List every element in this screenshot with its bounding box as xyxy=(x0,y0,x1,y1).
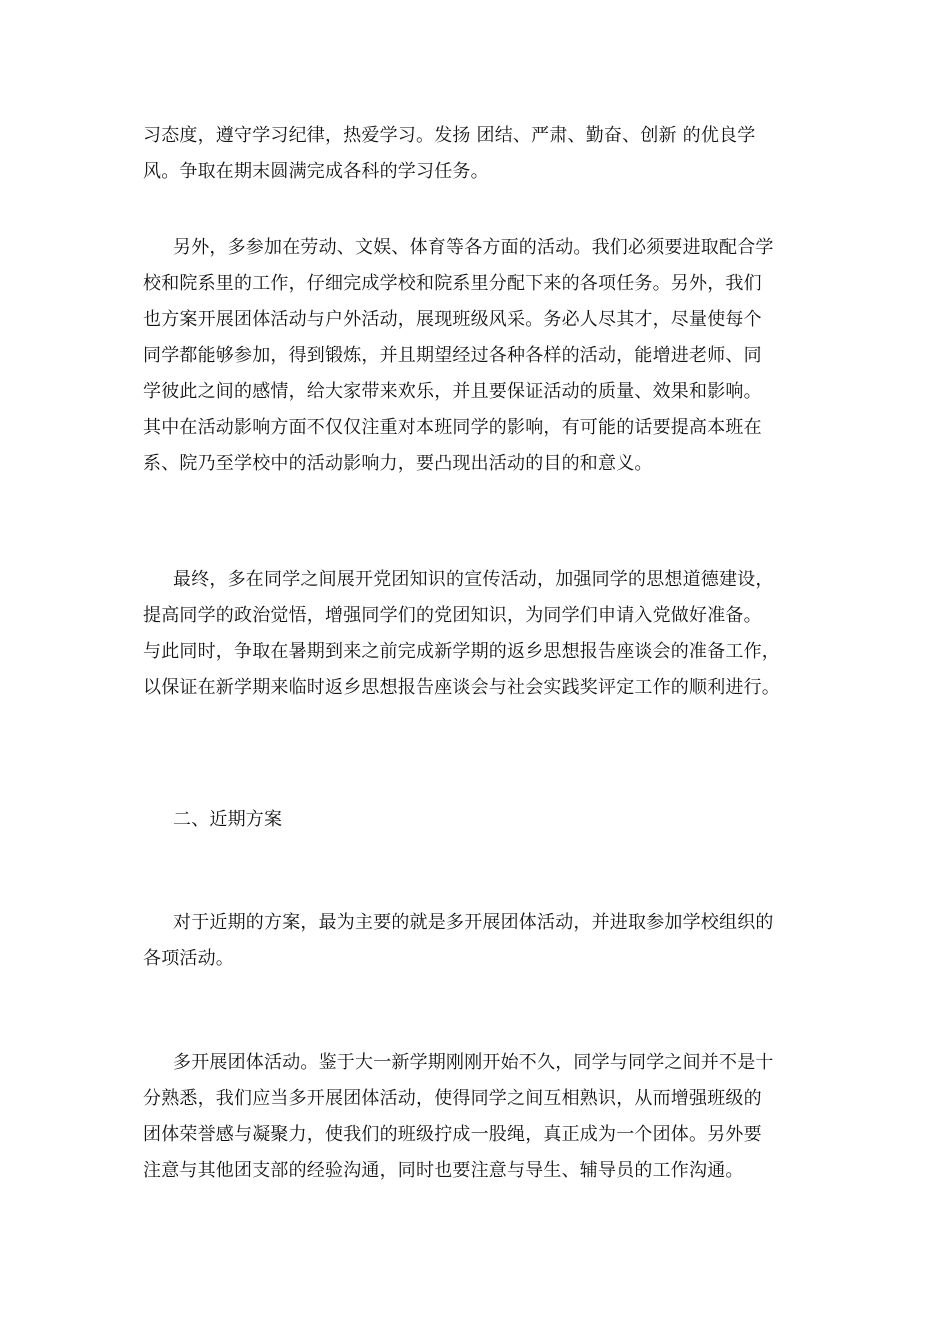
text-line: 校和院系里的工作，仔细完成学校和院系里分配下来的各项任务。另外，我们 xyxy=(143,273,762,294)
text-line: 对于近期的方案，最为主要的就是多开展团体活动，并进取参加学校组织的 xyxy=(173,912,774,933)
text-line: 注意与其他团支部的经验沟通，同时也要注意与导生、辅导员的工作沟通。 xyxy=(143,1160,744,1181)
text-line: 团体荣誉感与凝聚力，使我们的班级拧成一股绳，真正成为一个团体。另外要 xyxy=(143,1124,762,1145)
text-line: 分熟悉，我们应当多开展团体活动，使得同学之间互相熟识，从而增强班级的 xyxy=(143,1088,762,1109)
text-line: 也方案开展团体活动与户外活动，展现班级风采。务必人尽其才，尽量使每个 xyxy=(143,309,762,330)
text-line: 多开展团体活动。鉴于大一新学期刚刚开始不久，同学与同学之间并不是十 xyxy=(173,1052,774,1073)
text-line: 以保证在新学期来临时返乡思想报告座谈会与社会实践奖评定工作的顺利进行。 xyxy=(143,677,780,698)
text-line: 各项活动。 xyxy=(143,948,234,969)
paragraph-activities xyxy=(143,230,813,482)
section-heading xyxy=(143,802,813,838)
text-line: 风。争取在期末圆满完成各科的学习任务。 xyxy=(143,161,489,182)
text-line: 系、院乃至学校中的活动影响力，要凸现出活动的目的和意义。 xyxy=(143,453,653,474)
text-line: 学彼此之间的感情，给大家带来欢乐，并且要保证活动的质量、效果和影响。 xyxy=(143,381,762,402)
text-line: 与此同时，争取在暑期到来之前完成新学期的返乡思想报告座谈会的准备工作， xyxy=(143,641,780,662)
text-line: 提高同学的政治觉悟，增强同学们的党团知识，为同学们申请入党做好准备。 xyxy=(143,605,762,626)
text-line: 另外，多参加在劳动、文娱、体育等各方面的活动。我们必须要进取配合学 xyxy=(173,237,774,258)
text-line: 其中在活动影响方面不仅仅注重对本班同学的影响，有可能的话要提高本班在 xyxy=(143,417,762,438)
text-line: 最终，多在同学之间展开党团知识的宣传活动，加强同学的思想道德建设， xyxy=(173,569,774,590)
heading-text: 二、近期方案 xyxy=(173,809,283,830)
paragraph-study-attitude xyxy=(143,118,813,190)
paragraph-party-knowledge xyxy=(143,562,813,706)
paragraph-team-activities xyxy=(143,1045,813,1189)
text-line: 同学都能够参加，得到锻炼，并且期望经过各种各样的活动，能增进老师、同 xyxy=(143,345,762,366)
paragraph-near-term-plan xyxy=(143,905,813,977)
text-line: 习态度，遵守学习纪律，热爱学习。发扬 团结、严肃、勤奋、创新 的优良学 xyxy=(143,125,756,146)
